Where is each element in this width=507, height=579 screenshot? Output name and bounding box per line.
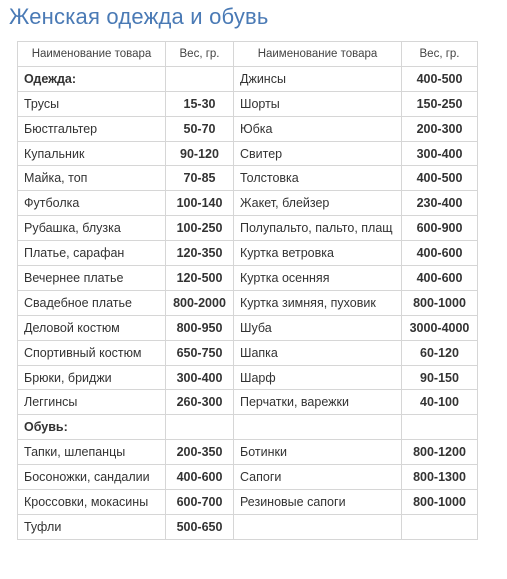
item-weight-right: 800-1200: [402, 440, 478, 465]
table-row: [18, 141, 478, 166]
item-name-left: Кроссовки, мокасины: [18, 490, 166, 515]
item-weight-right: [402, 415, 478, 440]
item-weight-right: 40-100: [402, 390, 478, 415]
item-weight-right: 800-1000: [402, 490, 478, 515]
item-name-left: Одежда:: [18, 66, 166, 91]
item-weight-right: 600-900: [402, 216, 478, 241]
item-name-right: Резиновые сапоги: [234, 490, 402, 515]
section-row: [18, 415, 478, 440]
item-name-right: Юбка: [234, 116, 402, 141]
item-weight-right: 230-400: [402, 191, 478, 216]
item-weight-left: 650-750: [166, 340, 234, 365]
item-name-right: Джинсы: [234, 66, 402, 91]
item-weight-right: 200-300: [402, 116, 478, 141]
table-row: [18, 91, 478, 116]
header-weight-left: Вес, гр.: [166, 42, 234, 67]
item-weight-left: 120-350: [166, 241, 234, 266]
header-name-left: Наименование товара: [18, 42, 166, 67]
table-row: [18, 390, 478, 415]
item-weight-left: 100-250: [166, 216, 234, 241]
item-name-left: Деловой костюм: [18, 315, 166, 340]
item-weight-right: 60-120: [402, 340, 478, 365]
header-name-right: Наименование товара: [234, 42, 402, 67]
item-weight-left: 400-600: [166, 465, 234, 490]
table-row: [18, 465, 478, 490]
item-weight-right: 150-250: [402, 91, 478, 116]
item-name-left: Тапки, шлепанцы: [18, 440, 166, 465]
item-name-left: Бюстгальтер: [18, 116, 166, 141]
item-name-right: Ботинки: [234, 440, 402, 465]
item-weight-left: 50-70: [166, 116, 234, 141]
table-body: [18, 66, 478, 539]
item-weight-left: 800-950: [166, 315, 234, 340]
item-weight-left: 15-30: [166, 91, 234, 116]
item-weight-right: 400-500: [402, 166, 478, 191]
item-name-left: Туфли: [18, 514, 166, 539]
item-weight-right: 400-500: [402, 66, 478, 91]
table-row: [18, 266, 478, 291]
item-name-right: Куртка осенняя: [234, 266, 402, 291]
item-weight-left: 120-500: [166, 266, 234, 291]
item-name-right: [234, 415, 402, 440]
item-weight-left: 300-400: [166, 365, 234, 390]
table-row: [18, 241, 478, 266]
item-weight-left: [166, 66, 234, 91]
item-weight-right: 3000-4000: [402, 315, 478, 340]
table-row: [18, 290, 478, 315]
item-name-right: Шуба: [234, 315, 402, 340]
table-row: [18, 340, 478, 365]
item-name-right: Шорты: [234, 91, 402, 116]
item-weight-right: 90-150: [402, 365, 478, 390]
item-name-right: Шарф: [234, 365, 402, 390]
table-row: [18, 440, 478, 465]
table-row: [18, 116, 478, 141]
item-weight-right: 400-600: [402, 266, 478, 291]
table-row: [18, 365, 478, 390]
item-name-right: Свитер: [234, 141, 402, 166]
page-title: Женская одежда и обувь: [9, 4, 269, 29]
table-header-row: [18, 42, 478, 67]
item-name-left: Трусы: [18, 91, 166, 116]
item-weight-right: 800-1300: [402, 465, 478, 490]
item-name-right: Сапоги: [234, 465, 402, 490]
item-name-left: Купальник: [18, 141, 166, 166]
table-row: [18, 315, 478, 340]
item-name-right: [234, 514, 402, 539]
item-name-right: Толстовка: [234, 166, 402, 191]
item-weight-left: 600-700: [166, 490, 234, 515]
item-name-left: Обувь:: [18, 415, 166, 440]
item-weight-right: 800-1000: [402, 290, 478, 315]
table-row: [18, 490, 478, 515]
table-row: [18, 191, 478, 216]
header-weight-right: Вес, гр.: [402, 42, 478, 67]
item-name-left: Брюки, бриджи: [18, 365, 166, 390]
section-row: [18, 66, 478, 91]
item-name-left: Спортивный костюм: [18, 340, 166, 365]
item-weight-left: [166, 415, 234, 440]
item-weight-right: 300-400: [402, 141, 478, 166]
item-name-left: Футболка: [18, 191, 166, 216]
weight-table: [17, 41, 478, 540]
table-row: [18, 166, 478, 191]
item-weight-left: 500-650: [166, 514, 234, 539]
item-name-left: Босоножки, сандалии: [18, 465, 166, 490]
item-name-right: Куртка ветровка: [234, 241, 402, 266]
item-weight-left: 70-85: [166, 166, 234, 191]
item-weight-left: 100-140: [166, 191, 234, 216]
item-name-left: Вечернее платье: [18, 266, 166, 291]
item-name-left: Свадебное платье: [18, 290, 166, 315]
item-name-right: Перчатки, варежки: [234, 390, 402, 415]
item-name-right: Шапка: [234, 340, 402, 365]
item-weight-left: 90-120: [166, 141, 234, 166]
item-name-left: Майка, топ: [18, 166, 166, 191]
item-name-right: Полупальто, пальто, плащ: [234, 216, 402, 241]
item-weight-right: [402, 514, 478, 539]
item-weight-right: 400-600: [402, 241, 478, 266]
item-name-right: Жакет, блейзер: [234, 191, 402, 216]
table-row: [18, 514, 478, 539]
item-weight-left: 800-2000: [166, 290, 234, 315]
item-name-left: Леггинсы: [18, 390, 166, 415]
item-name-left: Платье, сарафан: [18, 241, 166, 266]
item-name-left: Рубашка, блузка: [18, 216, 166, 241]
table-row: [18, 216, 478, 241]
item-name-right: Куртка зимняя, пуховик: [234, 290, 402, 315]
item-weight-left: 260-300: [166, 390, 234, 415]
item-weight-left: 200-350: [166, 440, 234, 465]
